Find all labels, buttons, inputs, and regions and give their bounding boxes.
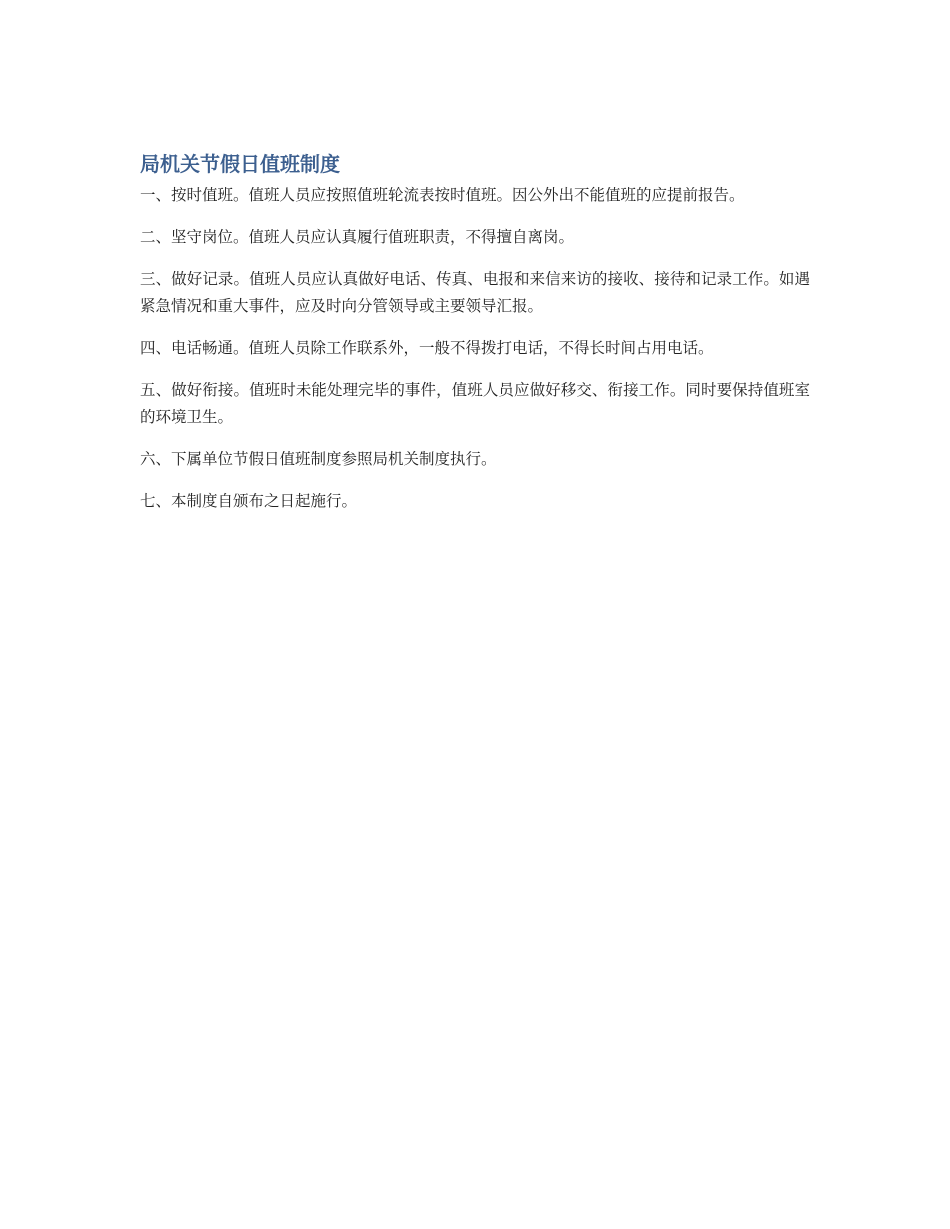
document-body	[140, 150, 810, 530]
document-title: 局机关节假日值班制度	[140, 152, 340, 176]
paragraph-2: 二、坚守岗位。值班人员应认真履行值班职责，不得擅自离岗。	[140, 228, 575, 246]
paragraph-3: 三、做好记录。值班人员应认真做好电话、传真、电报和来信来访的接收、接待和记录工作。如遇紧急情况和重大事件，应及时向分管领导或主要领导汇报。	[140, 270, 810, 315]
paragraph-7: 七、本制度自颁布之日起施行。	[140, 492, 358, 510]
paragraph-6: 六、下属单位节假日值班制度参照局机关制度执行。	[140, 450, 497, 468]
paragraph-5: 五、做好衔接。值班时未能处理完毕的事件，值班人员应做好移交、衔接工作。同时要保持值班室的环境卫生。	[140, 381, 810, 426]
paragraph-1: 一、按时值班。值班人员应按照值班轮流表按时值班。因公外出不能值班的应提前报告。	[140, 186, 745, 204]
paragraph-4: 四、电话畅通。值班人员除工作联系外，一般不得拨打电话，不得长时间占用电话。	[140, 339, 714, 357]
